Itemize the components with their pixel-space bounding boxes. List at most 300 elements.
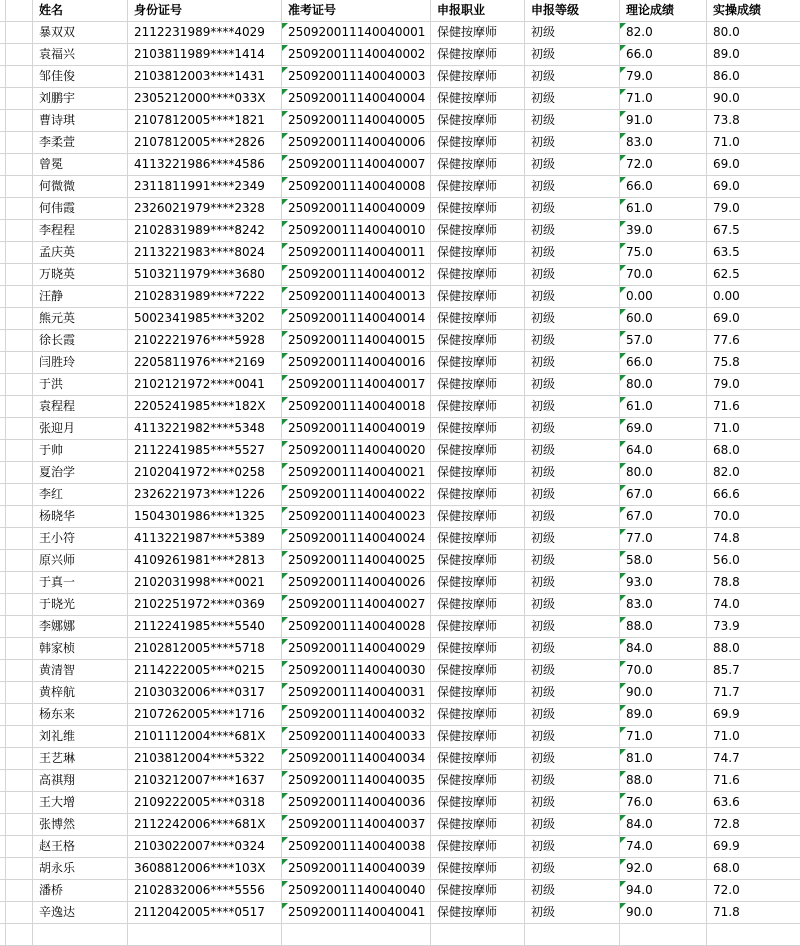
cell-practical-score[interactable] [707, 902, 800, 924]
cell-occupation[interactable] [431, 22, 525, 44]
cell-theory-score[interactable] [620, 154, 707, 176]
cell-practical-score[interactable] [707, 88, 800, 110]
cell-level[interactable] [525, 506, 620, 528]
cell-id-number[interactable] [128, 638, 282, 660]
cell-ticket-number[interactable] [282, 484, 431, 506]
cell-level[interactable] [525, 814, 620, 836]
cell-occupation[interactable] [431, 88, 525, 110]
cell-level[interactable] [525, 770, 620, 792]
cell-occupation[interactable] [431, 418, 525, 440]
cell-practical-score[interactable] [707, 858, 800, 880]
cell-id-number[interactable] [128, 572, 282, 594]
cell-name[interactable] [33, 902, 128, 924]
row-margin-cell[interactable] [6, 880, 33, 902]
cell-practical-score[interactable] [707, 704, 800, 726]
cell-ticket-number[interactable] [282, 902, 431, 924]
cell-ticket-number[interactable] [282, 220, 431, 242]
cell-theory-score[interactable] [620, 616, 707, 638]
cell-practical-score[interactable] [707, 330, 800, 352]
cell-id-number[interactable] [128, 748, 282, 770]
cell-level[interactable] [525, 440, 620, 462]
cell-id-number[interactable] [128, 858, 282, 880]
cell-name[interactable] [33, 418, 128, 440]
cell-theory-score[interactable] [620, 462, 707, 484]
cell-id-number[interactable] [128, 880, 282, 902]
cell-ticket-number[interactable] [282, 440, 431, 462]
cell-level[interactable] [525, 792, 620, 814]
row-margin-cell[interactable] [6, 88, 33, 110]
cell-practical-score[interactable] [707, 660, 800, 682]
cell-level[interactable] [525, 682, 620, 704]
cell-practical-score[interactable] [707, 528, 800, 550]
cell-occupation[interactable] [431, 748, 525, 770]
cell-theory-score[interactable] [620, 836, 707, 858]
cell-level[interactable] [525, 594, 620, 616]
empty-cell[interactable] [620, 924, 707, 946]
cell-theory-score[interactable] [620, 176, 707, 198]
cell-id-number[interactable] [128, 550, 282, 572]
cell-practical-score[interactable] [707, 308, 800, 330]
cell-theory-score[interactable] [620, 506, 707, 528]
cell-occupation[interactable] [431, 154, 525, 176]
cell-practical-score[interactable] [707, 836, 800, 858]
cell-level[interactable] [525, 616, 620, 638]
cell-theory-score[interactable] [620, 88, 707, 110]
cell-name[interactable] [33, 154, 128, 176]
cell-practical-score[interactable] [707, 132, 800, 154]
row-margin-cell[interactable] [6, 66, 33, 88]
cell-theory-score[interactable] [620, 748, 707, 770]
cell-theory-score[interactable] [620, 572, 707, 594]
cell-name[interactable] [33, 220, 128, 242]
row-margin-cell[interactable] [6, 770, 33, 792]
cell-theory-score[interactable] [620, 22, 707, 44]
cell-occupation[interactable] [431, 286, 525, 308]
cell-id-number[interactable] [128, 154, 282, 176]
cell-occupation[interactable] [431, 176, 525, 198]
header-level[interactable] [525, 0, 620, 22]
row-margin-cell[interactable] [6, 726, 33, 748]
cell-name[interactable] [33, 704, 128, 726]
cell-theory-score[interactable] [620, 264, 707, 286]
cell-id-number[interactable] [128, 836, 282, 858]
cell-ticket-number[interactable] [282, 154, 431, 176]
cell-level[interactable] [525, 264, 620, 286]
cell-name[interactable] [33, 264, 128, 286]
row-margin-cell[interactable] [6, 792, 33, 814]
cell-ticket-number[interactable] [282, 528, 431, 550]
cell-name[interactable] [33, 638, 128, 660]
cell-level[interactable] [525, 902, 620, 924]
cell-practical-score[interactable] [707, 462, 800, 484]
cell-theory-score[interactable] [620, 330, 707, 352]
cell-theory-score[interactable] [620, 286, 707, 308]
cell-theory-score[interactable] [620, 660, 707, 682]
cell-level[interactable] [525, 704, 620, 726]
cell-ticket-number[interactable] [282, 550, 431, 572]
cell-level[interactable] [525, 638, 620, 660]
cell-practical-score[interactable] [707, 418, 800, 440]
cell-theory-score[interactable] [620, 594, 707, 616]
cell-theory-score[interactable] [620, 638, 707, 660]
cell-practical-score[interactable] [707, 242, 800, 264]
row-margin-cell[interactable] [6, 44, 33, 66]
cell-occupation[interactable] [431, 396, 525, 418]
cell-ticket-number[interactable] [282, 198, 431, 220]
cell-occupation[interactable] [431, 66, 525, 88]
cell-id-number[interactable] [128, 484, 282, 506]
cell-practical-score[interactable] [707, 638, 800, 660]
cell-practical-score[interactable] [707, 616, 800, 638]
cell-id-number[interactable] [128, 616, 282, 638]
row-margin-cell[interactable] [6, 22, 33, 44]
cell-theory-score[interactable] [620, 704, 707, 726]
cell-name[interactable] [33, 770, 128, 792]
cell-name[interactable] [33, 286, 128, 308]
cell-occupation[interactable] [431, 110, 525, 132]
cell-theory-score[interactable] [620, 132, 707, 154]
cell-id-number[interactable] [128, 440, 282, 462]
cell-id-number[interactable] [128, 418, 282, 440]
cell-name[interactable] [33, 352, 128, 374]
row-margin-cell[interactable] [6, 682, 33, 704]
row-margin-cell[interactable] [6, 484, 33, 506]
row-margin-cell[interactable] [6, 110, 33, 132]
cell-id-number[interactable] [128, 110, 282, 132]
row-margin-cell[interactable] [6, 132, 33, 154]
empty-cell[interactable] [33, 924, 128, 946]
cell-level[interactable] [525, 572, 620, 594]
cell-id-number[interactable] [128, 528, 282, 550]
cell-occupation[interactable] [431, 704, 525, 726]
cell-name[interactable] [33, 594, 128, 616]
cell-theory-score[interactable] [620, 858, 707, 880]
cell-practical-score[interactable] [707, 176, 800, 198]
cell-level[interactable] [525, 110, 620, 132]
cell-name[interactable] [33, 308, 128, 330]
cell-id-number[interactable] [128, 726, 282, 748]
cell-practical-score[interactable] [707, 352, 800, 374]
cell-name[interactable] [33, 198, 128, 220]
cell-practical-score[interactable] [707, 572, 800, 594]
cell-practical-score[interactable] [707, 66, 800, 88]
cell-level[interactable] [525, 88, 620, 110]
empty-cell[interactable] [525, 924, 620, 946]
cell-practical-score[interactable] [707, 22, 800, 44]
cell-occupation[interactable] [431, 550, 525, 572]
row-margin-cell[interactable] [6, 396, 33, 418]
cell-occupation[interactable] [431, 352, 525, 374]
cell-ticket-number[interactable] [282, 594, 431, 616]
cell-level[interactable] [525, 726, 620, 748]
cell-level[interactable] [525, 22, 620, 44]
row-margin-cell[interactable] [6, 616, 33, 638]
cell-occupation[interactable] [431, 594, 525, 616]
cell-ticket-number[interactable] [282, 66, 431, 88]
cell-practical-score[interactable] [707, 374, 800, 396]
cell-ticket-number[interactable] [282, 462, 431, 484]
cell-ticket-number[interactable] [282, 352, 431, 374]
cell-name[interactable] [33, 572, 128, 594]
cell-occupation[interactable] [431, 242, 525, 264]
cell-level[interactable] [525, 550, 620, 572]
cell-ticket-number[interactable] [282, 836, 431, 858]
cell-id-number[interactable] [128, 308, 282, 330]
cell-theory-score[interactable] [620, 44, 707, 66]
cell-practical-score[interactable] [707, 198, 800, 220]
cell-name[interactable] [33, 22, 128, 44]
cell-practical-score[interactable] [707, 286, 800, 308]
cell-level[interactable] [525, 286, 620, 308]
cell-id-number[interactable] [128, 66, 282, 88]
cell-occupation[interactable] [431, 374, 525, 396]
cell-level[interactable] [525, 748, 620, 770]
header-name[interactable] [33, 0, 128, 22]
cell-occupation[interactable] [431, 330, 525, 352]
cell-id-number[interactable] [128, 374, 282, 396]
cell-occupation[interactable] [431, 572, 525, 594]
cell-occupation[interactable] [431, 440, 525, 462]
cell-name[interactable] [33, 726, 128, 748]
cell-id-number[interactable] [128, 770, 282, 792]
cell-theory-score[interactable] [620, 726, 707, 748]
cell-theory-score[interactable] [620, 902, 707, 924]
cell-ticket-number[interactable] [282, 814, 431, 836]
row-margin-cell[interactable] [6, 418, 33, 440]
cell-id-number[interactable] [128, 22, 282, 44]
cell-name[interactable] [33, 528, 128, 550]
cell-level[interactable] [525, 462, 620, 484]
cell-practical-score[interactable] [707, 110, 800, 132]
cell-practical-score[interactable] [707, 264, 800, 286]
empty-cell[interactable] [707, 924, 800, 946]
cell-occupation[interactable] [431, 528, 525, 550]
cell-level[interactable] [525, 660, 620, 682]
cell-ticket-number[interactable] [282, 396, 431, 418]
cell-level[interactable] [525, 66, 620, 88]
row-margin-cell[interactable] [6, 176, 33, 198]
cell-theory-score[interactable] [620, 418, 707, 440]
empty-cell[interactable] [128, 924, 282, 946]
cell-ticket-number[interactable] [282, 748, 431, 770]
cell-occupation[interactable] [431, 880, 525, 902]
cell-theory-score[interactable] [620, 242, 707, 264]
cell-level[interactable] [525, 836, 620, 858]
cell-occupation[interactable] [431, 44, 525, 66]
cell-occupation[interactable] [431, 726, 525, 748]
cell-level[interactable] [525, 880, 620, 902]
cell-ticket-number[interactable] [282, 682, 431, 704]
row-margin-cell[interactable] [6, 352, 33, 374]
cell-occupation[interactable] [431, 682, 525, 704]
cell-theory-score[interactable] [620, 770, 707, 792]
cell-level[interactable] [525, 352, 620, 374]
cell-practical-score[interactable] [707, 550, 800, 572]
cell-theory-score[interactable] [620, 396, 707, 418]
cell-name[interactable] [33, 396, 128, 418]
cell-ticket-number[interactable] [282, 374, 431, 396]
row-margin-cell[interactable] [6, 440, 33, 462]
cell-level[interactable] [525, 308, 620, 330]
cell-id-number[interactable] [128, 352, 282, 374]
cell-theory-score[interactable] [620, 220, 707, 242]
cell-name[interactable] [33, 506, 128, 528]
cell-ticket-number[interactable] [282, 418, 431, 440]
row-margin-cell[interactable] [6, 242, 33, 264]
cell-occupation[interactable] [431, 132, 525, 154]
row-margin-cell[interactable] [6, 154, 33, 176]
row-margin-cell[interactable] [6, 0, 33, 22]
cell-name[interactable] [33, 176, 128, 198]
cell-practical-score[interactable] [707, 396, 800, 418]
cell-ticket-number[interactable] [282, 176, 431, 198]
cell-theory-score[interactable] [620, 792, 707, 814]
cell-ticket-number[interactable] [282, 770, 431, 792]
cell-level[interactable] [525, 858, 620, 880]
cell-level[interactable] [525, 198, 620, 220]
cell-practical-score[interactable] [707, 220, 800, 242]
cell-id-number[interactable] [128, 792, 282, 814]
cell-name[interactable] [33, 44, 128, 66]
cell-id-number[interactable] [128, 286, 282, 308]
cell-practical-score[interactable] [707, 440, 800, 462]
empty-cell[interactable] [431, 924, 525, 946]
cell-occupation[interactable] [431, 462, 525, 484]
cell-theory-score[interactable] [620, 198, 707, 220]
cell-occupation[interactable] [431, 220, 525, 242]
cell-name[interactable] [33, 858, 128, 880]
cell-id-number[interactable] [128, 330, 282, 352]
cell-level[interactable] [525, 154, 620, 176]
header-practical-score[interactable] [707, 0, 800, 22]
cell-occupation[interactable] [431, 616, 525, 638]
cell-occupation[interactable] [431, 308, 525, 330]
cell-ticket-number[interactable] [282, 726, 431, 748]
row-margin-cell[interactable] [6, 550, 33, 572]
cell-ticket-number[interactable] [282, 88, 431, 110]
cell-level[interactable] [525, 396, 620, 418]
cell-ticket-number[interactable] [282, 308, 431, 330]
cell-occupation[interactable] [431, 836, 525, 858]
cell-practical-score[interactable] [707, 880, 800, 902]
cell-occupation[interactable] [431, 198, 525, 220]
cell-ticket-number[interactable] [282, 704, 431, 726]
cell-occupation[interactable] [431, 814, 525, 836]
cell-theory-score[interactable] [620, 814, 707, 836]
cell-ticket-number[interactable] [282, 572, 431, 594]
cell-theory-score[interactable] [620, 308, 707, 330]
cell-level[interactable] [525, 44, 620, 66]
cell-id-number[interactable] [128, 506, 282, 528]
row-margin-cell[interactable] [6, 286, 33, 308]
cell-id-number[interactable] [128, 660, 282, 682]
cell-theory-score[interactable] [620, 484, 707, 506]
header-ticket-number[interactable] [282, 0, 431, 22]
cell-ticket-number[interactable] [282, 638, 431, 660]
cell-practical-score[interactable] [707, 726, 800, 748]
cell-ticket-number[interactable] [282, 110, 431, 132]
cell-level[interactable] [525, 418, 620, 440]
header-occupation[interactable] [431, 0, 525, 22]
cell-id-number[interactable] [128, 902, 282, 924]
cell-ticket-number[interactable] [282, 22, 431, 44]
cell-name[interactable] [33, 792, 128, 814]
cell-ticket-number[interactable] [282, 264, 431, 286]
row-margin-cell[interactable] [6, 858, 33, 880]
cell-level[interactable] [525, 528, 620, 550]
cell-level[interactable] [525, 330, 620, 352]
cell-name[interactable] [33, 682, 128, 704]
cell-name[interactable] [33, 880, 128, 902]
cell-ticket-number[interactable] [282, 44, 431, 66]
row-margin-cell[interactable] [6, 220, 33, 242]
cell-name[interactable] [33, 660, 128, 682]
cell-occupation[interactable] [431, 770, 525, 792]
cell-ticket-number[interactable] [282, 132, 431, 154]
cell-name[interactable] [33, 814, 128, 836]
empty-cell[interactable] [282, 924, 431, 946]
cell-name[interactable] [33, 242, 128, 264]
cell-ticket-number[interactable] [282, 792, 431, 814]
cell-name[interactable] [33, 374, 128, 396]
cell-ticket-number[interactable] [282, 616, 431, 638]
cell-name[interactable] [33, 66, 128, 88]
row-margin-cell[interactable] [6, 902, 33, 924]
cell-id-number[interactable] [128, 594, 282, 616]
row-margin-cell[interactable] [6, 638, 33, 660]
cell-occupation[interactable] [431, 264, 525, 286]
cell-occupation[interactable] [431, 484, 525, 506]
cell-practical-score[interactable] [707, 594, 800, 616]
cell-ticket-number[interactable] [282, 660, 431, 682]
cell-ticket-number[interactable] [282, 242, 431, 264]
row-margin-cell[interactable] [6, 704, 33, 726]
cell-name[interactable] [33, 110, 128, 132]
cell-level[interactable] [525, 374, 620, 396]
cell-level[interactable] [525, 484, 620, 506]
cell-occupation[interactable] [431, 660, 525, 682]
row-margin-cell[interactable] [6, 924, 33, 946]
row-margin-cell[interactable] [6, 264, 33, 286]
cell-id-number[interactable] [128, 198, 282, 220]
cell-id-number[interactable] [128, 44, 282, 66]
cell-theory-score[interactable] [620, 352, 707, 374]
row-margin-cell[interactable] [6, 748, 33, 770]
cell-theory-score[interactable] [620, 528, 707, 550]
cell-level[interactable] [525, 132, 620, 154]
cell-level[interactable] [525, 220, 620, 242]
cell-name[interactable] [33, 836, 128, 858]
row-margin-cell[interactable] [6, 462, 33, 484]
cell-theory-score[interactable] [620, 66, 707, 88]
cell-occupation[interactable] [431, 638, 525, 660]
cell-level[interactable] [525, 176, 620, 198]
cell-theory-score[interactable] [620, 374, 707, 396]
row-margin-cell[interactable] [6, 836, 33, 858]
cell-id-number[interactable] [128, 704, 282, 726]
cell-id-number[interactable] [128, 242, 282, 264]
cell-id-number[interactable] [128, 176, 282, 198]
cell-level[interactable] [525, 242, 620, 264]
row-margin-cell[interactable] [6, 594, 33, 616]
cell-occupation[interactable] [431, 506, 525, 528]
cell-id-number[interactable] [128, 462, 282, 484]
cell-practical-score[interactable] [707, 770, 800, 792]
cell-id-number[interactable] [128, 396, 282, 418]
cell-theory-score[interactable] [620, 110, 707, 132]
cell-practical-score[interactable] [707, 682, 800, 704]
cell-ticket-number[interactable] [282, 858, 431, 880]
